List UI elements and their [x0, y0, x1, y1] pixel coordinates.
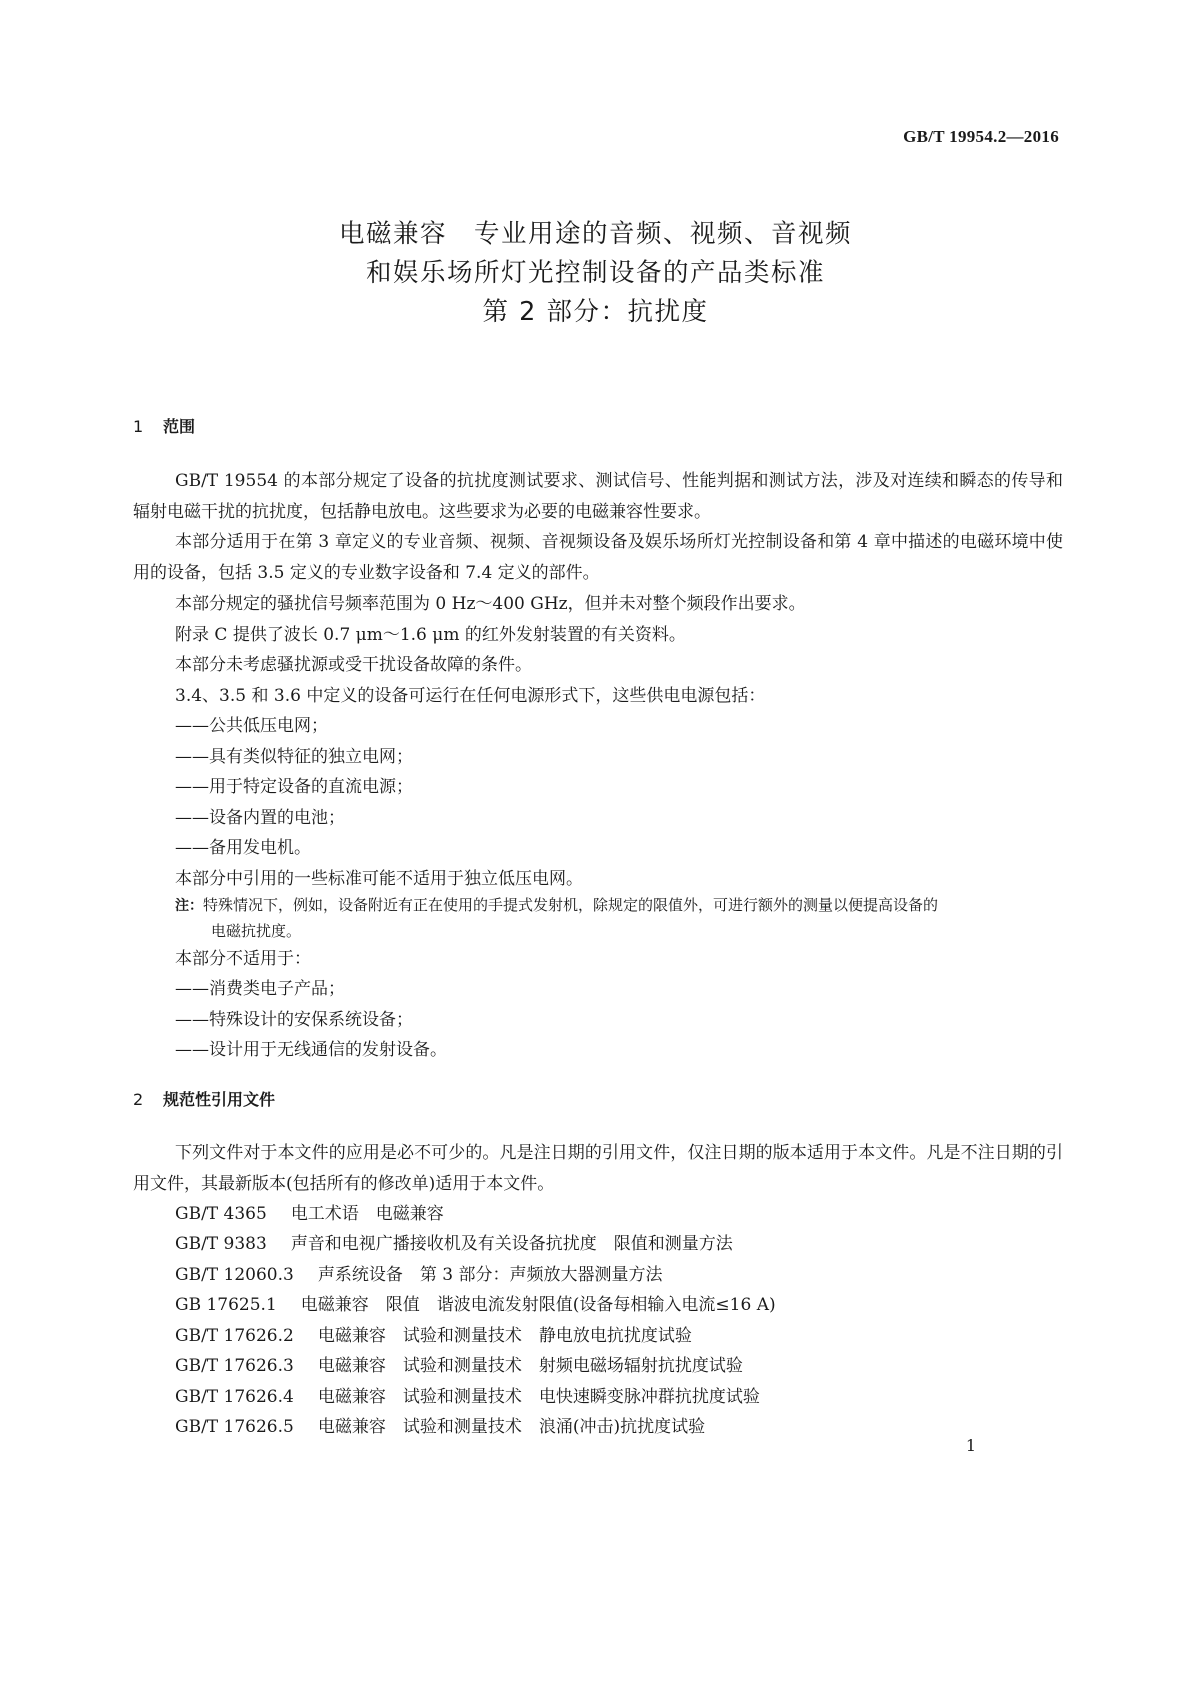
section-2-paragraphs: [133, 1138, 1063, 1199]
section-2-heading: [133, 1087, 275, 1110]
list-item: ——用于特定设备的直流电源；: [175, 777, 413, 797]
paragraph: 本部分不适用于：: [175, 949, 311, 969]
page-number: 1: [965, 1436, 976, 1455]
reference-code: GB/T 17626.2: [175, 1326, 294, 1346]
list-item: ——设计用于无线通信的发射设备。: [175, 1040, 447, 1060]
reference-item: [175, 1412, 705, 1443]
list-item: ——消费类电子产品；: [175, 979, 345, 999]
reference-item: [175, 1351, 743, 1382]
paragraph: 附录 C 提供了波长 0.7 μm～1.6 μm 的红外发射装置的有关资料。: [175, 625, 686, 645]
section-number: 1: [133, 417, 144, 436]
reference-item: [175, 1321, 692, 1352]
reference-code: GB/T 12060.3: [175, 1265, 294, 1285]
reference-item: [175, 1229, 733, 1260]
reference-item: [175, 1260, 662, 1291]
reference-title: 声音和电视广播接收机及有关设备抗扰度 限值和测量方法: [290, 1234, 733, 1254]
reference-title: 电磁兼容 试验和测量技术 静电放电抗扰度试验: [317, 1326, 692, 1346]
section-number: 2: [133, 1090, 144, 1109]
reference-item: [175, 1382, 760, 1413]
note-continuation: 电磁抗扰度。: [211, 922, 302, 940]
standard-code: GB/T 19954.2—2016: [903, 127, 1059, 146]
paragraph: 本部分中引用的一些标准可能不适用于独立低压电网。: [175, 869, 583, 889]
reference-code: GB/T 17626.5: [175, 1417, 294, 1437]
reference-title: 电磁兼容 试验和测量技术 浪涌(冲击)抗扰度试验: [317, 1417, 706, 1437]
paragraph: 下列文件对于本文件的应用是必不可少的。凡是注日期的引用文件，仅注日期的版本适用于本文件。凡是不注日期的引用文件，其最新版本(包括所有的修改单)适用于本文件。: [133, 1143, 1063, 1194]
reference-title: 电磁兼容 试验和测量技术 电快速瞬变脉冲群抗扰度试验: [317, 1387, 760, 1407]
section-title: 规范性引用文件: [163, 1090, 276, 1109]
reference-title: 电工术语 电磁兼容: [290, 1204, 444, 1224]
paragraph: 本部分适用于在第 3 章定义的专业音频、视频、音视频设备及娱乐场所灯光控制设备和第 4 章中描述的电磁环境中使用的设备，包括 3.5 定义的专业数字设备和 7.4 定义的部件。: [133, 532, 1063, 583]
title-line-3: 第 2 部分：抗扰度: [482, 297, 709, 327]
list-item: ——具有类似特征的独立电网；: [175, 747, 413, 767]
reference-code: GB/T 4365: [175, 1204, 267, 1224]
reference-item: [175, 1199, 444, 1230]
reference-code: GB/T 17626.3: [175, 1356, 294, 1376]
list-item: ——备用发电机。: [175, 838, 311, 858]
reference-title: 声系统设备 第 3 部分：声频放大器测量方法: [317, 1265, 663, 1285]
title-line-1: 电磁兼容 专业用途的音频、视频、音视频: [338, 219, 852, 249]
section-1-heading: [133, 414, 195, 437]
section-title: 范围: [163, 417, 196, 436]
title-line-2: 和娱乐场所灯光控制设备的产品类标准: [365, 258, 825, 288]
reference-code: GB/T 17626.4: [175, 1387, 294, 1407]
note-label: 注：: [175, 898, 203, 914]
list-item: ——特殊设计的安保系统设备；: [175, 1010, 413, 1030]
note: [175, 892, 938, 919]
note-text: 特殊情况下，例如，设备附近有正在使用的手提式发射机，除规定的限值外，可进行额外的测量以便提高设备的: [203, 896, 939, 914]
paragraph: 本部分规定的骚扰信号频率范围为 0 Hz～400 GHz，但并未对整个频段作出要求。: [175, 594, 806, 614]
section-1-paragraphs: [133, 466, 1063, 588]
reference-code: GB/T 9383: [175, 1234, 267, 1254]
paragraph: 3.4、3.5 和 3.6 中定义的设备可运行在任何电源形式下，这些供电电源包括：: [175, 686, 766, 706]
reference-item: [175, 1290, 776, 1321]
reference-code: GB 17625.1: [175, 1295, 277, 1315]
paragraph: 本部分未考虑骚扰源或受干扰设备故障的条件。: [175, 655, 532, 675]
list-item: ——设备内置的电池；: [175, 808, 345, 828]
list-item: ——公共低压电网；: [175, 716, 328, 736]
reference-title: 电磁兼容 限值 谐波电流发射限值(设备每相输入电流≤16 A): [300, 1295, 776, 1315]
reference-title: 电磁兼容 试验和测量技术 射频电磁场辐射抗扰度试验: [317, 1356, 743, 1376]
paragraph: GB/T 19554 的本部分规定了设备的抗扰度测试要求、测试信号、性能判据和测试方法，涉及对连续和瞬态的传导和辐射电磁干扰的抗扰度，包括静电放电。这些要求为必要的电磁兼容性要求。: [133, 471, 1063, 522]
